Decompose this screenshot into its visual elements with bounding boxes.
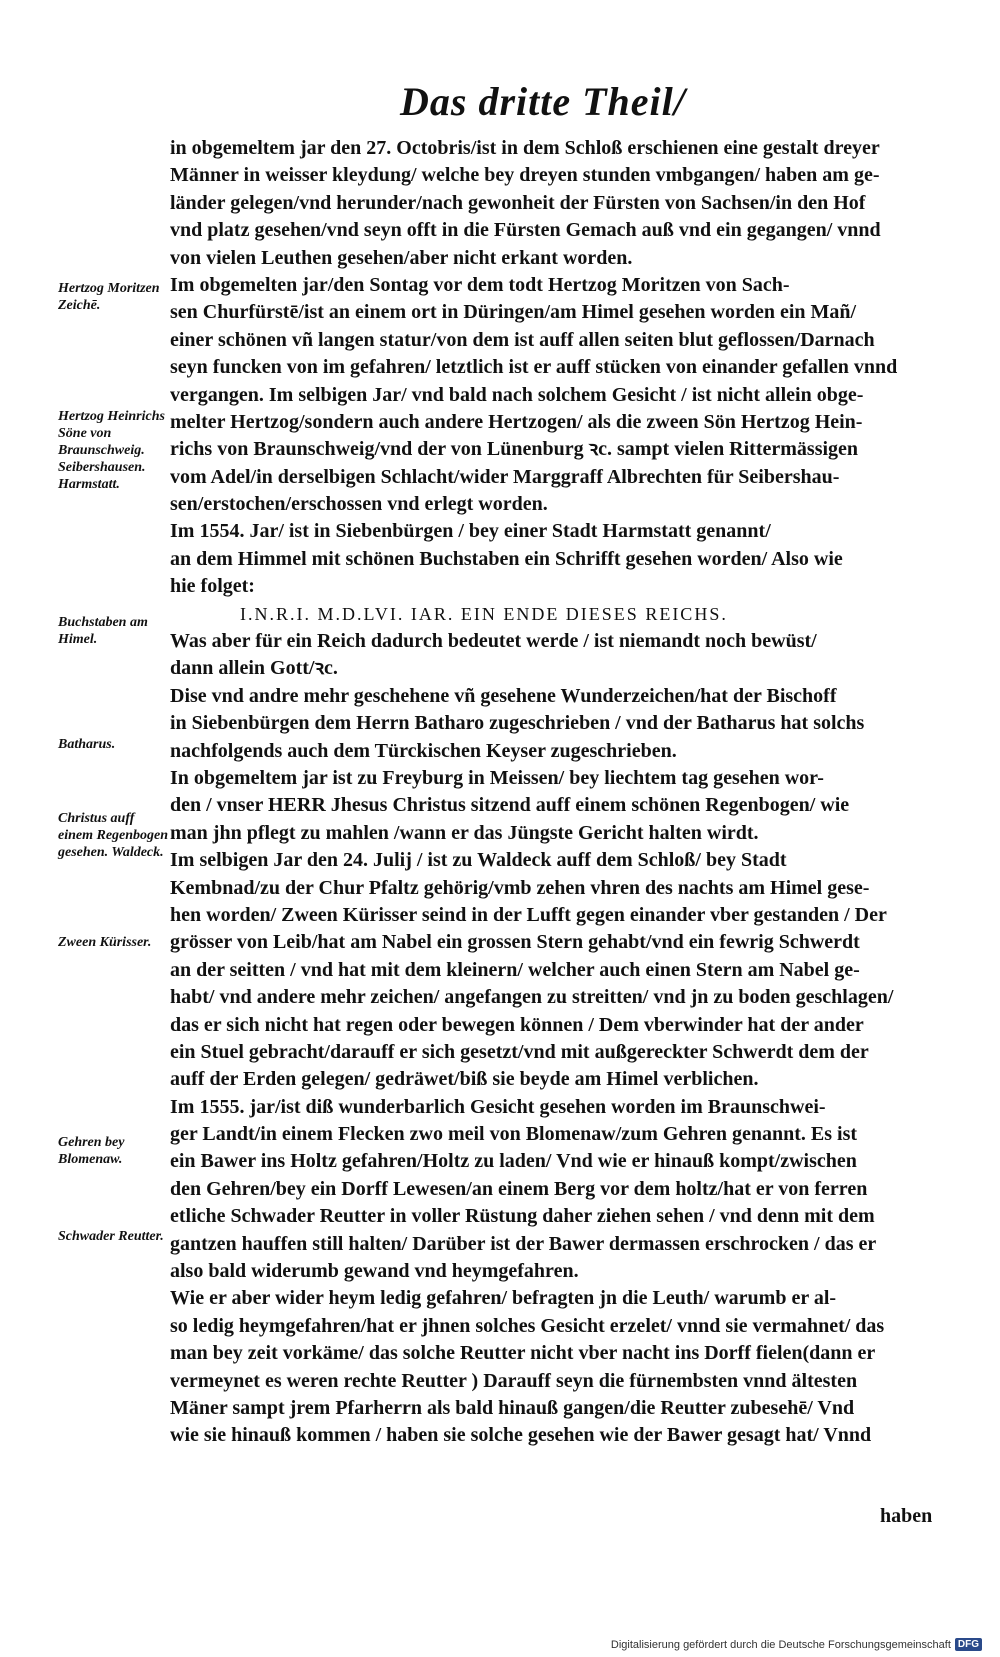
text-line: sen Churfürstē/ist an einem ort in Düringen/am Himel gesehen worden ein Mañ/ bbox=[170, 301, 857, 324]
body-text bbox=[170, 135, 945, 1450]
margin-note: Schwader Reutter. bbox=[58, 1229, 164, 1244]
margin-note: Buchstaben am Himel. bbox=[58, 615, 148, 647]
text-line: habt/ vnd andere mehr zeichen/ angefangen zu streitten/ vnd jn zu boden geschlagen/ bbox=[170, 986, 894, 1009]
margin-note: Hertzog Heinrichs Söne von Braunschweig. Seibershausen. Harmstatt. bbox=[58, 409, 165, 492]
margin-note: Gehren bey Blomenaw. bbox=[58, 1135, 125, 1167]
text-line: hen worden/ Zween Kürisser seind in der Lufft gegen einander vber gestanden / Der bbox=[170, 903, 887, 926]
text-line: etliche Schwader Reutter in voller Rüstung daher ziehen sehen / vnd denn mit dem bbox=[170, 1205, 875, 1228]
text-line: Im 1554. Jar/ ist in Siebenbürgen / bey einer Stadt Harmstatt genannt/ bbox=[170, 520, 771, 543]
text-line: so ledig heymgefahren/hat er jhnen solches Gesicht erzelet/ vnnd sie vermahnet/ das bbox=[170, 1314, 885, 1337]
margin-note: Hertzog Moritzen Zeichē. bbox=[58, 281, 160, 313]
text-line: länder gelegen/vnd herunder/nach gewonheit der Fürsten von Sachsen/in den Hof bbox=[170, 191, 866, 214]
text-line: nachfolgends auch dem Türckischen Keyser zugeschrieben. bbox=[170, 739, 677, 762]
text-line: auff der Erden gelegen/ gedräwet/biß sie beyde am Himel verblichen. bbox=[170, 1068, 759, 1091]
margin-note: Zween Kürisser. bbox=[58, 935, 152, 950]
margin-note: Batharus. bbox=[58, 737, 116, 752]
margin-note: Christus auff einem Regenbogen gesehen. Waldeck. bbox=[58, 811, 169, 860]
text-line: Was aber für ein Reich dadurch bedeutet werde / ist niemandt noch bewüst/ bbox=[170, 630, 817, 653]
text-line: Im obgemelten jar/den Sontag vor dem todt Hertzog Moritzen von Sach- bbox=[170, 273, 790, 296]
catchword: haben bbox=[880, 1505, 933, 1527]
text-line: Kembnad/zu der Chur Pfaltz gehörig/vmb zehen vhren des nachts am Himel gese- bbox=[170, 876, 870, 899]
text-line: vermeynet es weren rechte Reutter ) Darauff seyn die fürnembsten vnnd ältesten bbox=[170, 1369, 858, 1392]
text-line: also bald widerumb gewand vnd heymgefahren. bbox=[170, 1260, 579, 1283]
inscription-line: I.N.R.I. M.D.LVI. IAR. EIN ENDE DIESES REICHS. bbox=[240, 603, 728, 624]
text-line: Im 1555. jar/ist diß wunderbarlich Gesicht gesehen worden im Braunschwei- bbox=[170, 1095, 826, 1118]
text-line: Mäner sampt jrem Pfarherrn als bald hinauß gangen/die Reutter zubesehē/ Vnd bbox=[170, 1396, 855, 1419]
text-line: Dise vnd andre mehr geschehene vñ gesehene Wunderzeichen/hat der Bischoff bbox=[170, 684, 837, 707]
running-head: Das dritte Theil/ bbox=[400, 79, 686, 124]
text-line: in Siebenbürgen dem Herrn Batharo zugeschrieben / vnd der Batharus hat solchs bbox=[170, 712, 865, 735]
text-line: das er sich nicht hat regen oder bewegen können / Dem vberwinder hat der ander bbox=[170, 1013, 864, 1036]
text-line: ger Landt/in einem Flecken zwo meil von Blomenaw/zum Gehren genannt. Es ist bbox=[170, 1123, 858, 1146]
text-line: man jhn pflegt zu mahlen /wann er das Jüngste Gericht halten wirdt. bbox=[170, 821, 759, 844]
text-line: Im selbigen Jar den 24. Julij / ist zu Waldeck auff dem Schloß/ bey Stadt bbox=[170, 849, 787, 872]
text-line: vnd platz gesehen/vnd seyn offt in die Fürsten Gemach auß vnd ein gegangen/ vnnd bbox=[170, 219, 881, 242]
text-line: vom Adel/in derselbigen Schlacht/wider Marggraff Albrechten für Seibershau- bbox=[170, 465, 840, 488]
text-line: den Gehren/bey ein Dorff Lewesen/an einem Berg vor dem holtz/hat er von ferren bbox=[170, 1177, 868, 1200]
footer bbox=[611, 1638, 982, 1651]
text-line: Männer in weisser kleydung/ welche bey dreyen stunden vmbgangen/ haben am ge- bbox=[170, 164, 880, 187]
text-line: an dem Himmel mit schönen Buchstaben ein Schrifft gesehen worden/ Also wie bbox=[170, 547, 843, 570]
text-line: sen/erstochen/erschossen vnd erlegt worden. bbox=[170, 493, 548, 516]
text-line: einer schönen vñ langen statur/von dem ist auff allen seiten blut geflossen/Darnach bbox=[170, 328, 875, 351]
text-line: von vielen Leuthen gesehen/aber nicht erkant worden. bbox=[170, 246, 633, 269]
text-line: In obgemeltem jar ist zu Freyburg in Meissen/ bey liechtem tag gesehen wor- bbox=[170, 766, 824, 789]
text-line: hie folget: bbox=[170, 575, 255, 598]
text-line: richs von Braunschweig/vnd der von Lünenburg ꝛc. sampt vielen Rittermässigen bbox=[170, 438, 859, 461]
text-line: wie sie hinauß kommen / haben sie solche gesehen wie der Bawer gesagt hat/ Vnnd bbox=[170, 1424, 872, 1447]
text-line: gantzen hauffen still halten/ Darüber ist der Bawer dermassen erschrocken / das er bbox=[170, 1232, 877, 1255]
text-line: vergangen. Im selbigen Jar/ vnd bald nach solchem Gesicht / ist nicht allein obge- bbox=[170, 383, 864, 406]
text-line: melter Hertzog/sondern auch andere Hertzogen/ als die zween Sön Hertzog Hein- bbox=[170, 410, 863, 433]
text-line: Wie er aber wider heym ledig gefahren/ befragten jn die Leuth/ warumb er al- bbox=[170, 1287, 837, 1310]
text-line: grösser von Leib/hat am Nabel ein grossen Stern gehabt/vnd ein fewrig Schwerdt bbox=[170, 931, 860, 954]
text-line: in obgemeltem jar den 27. Octobris/ist in dem Schloß erschienen eine gestalt dreyer bbox=[170, 137, 880, 159]
dfg-logo-icon: DFG bbox=[955, 1638, 982, 1651]
text-line: man bey zeit vorkäme/ das solche Reutter nicht vber nacht ins Dorff fielen(dann er bbox=[170, 1342, 876, 1365]
text-line: seyn funcken von im gefahren/ letztlich ist er auff stücken von einander gefallen vnnd bbox=[170, 356, 898, 379]
footer-text: Digitalisierung gefördert durch die Deutsche Forschungsgemeinschaft bbox=[610, 1638, 951, 1651]
text-line: an der seitten / vnd hat mit dem kleinern/ welcher auch einen Stern am Nabel ge- bbox=[170, 958, 860, 981]
text-line: dann allein Gott/ꝛc. bbox=[170, 657, 338, 680]
text-line: ein Bawer ins Holtz gefahren/Holtz zu laden/ Vnd wie er hinauß kompt/zwischen bbox=[170, 1150, 857, 1173]
text-line: ein Stuel gebracht/darauff er sich gesetzt/vnd mit außgereckter Schwerdt dem der bbox=[170, 1040, 869, 1063]
text-line: den / vnser HERR Jhesus Christus sitzend auff einem schönen Regenbogen/ wie bbox=[170, 794, 850, 817]
